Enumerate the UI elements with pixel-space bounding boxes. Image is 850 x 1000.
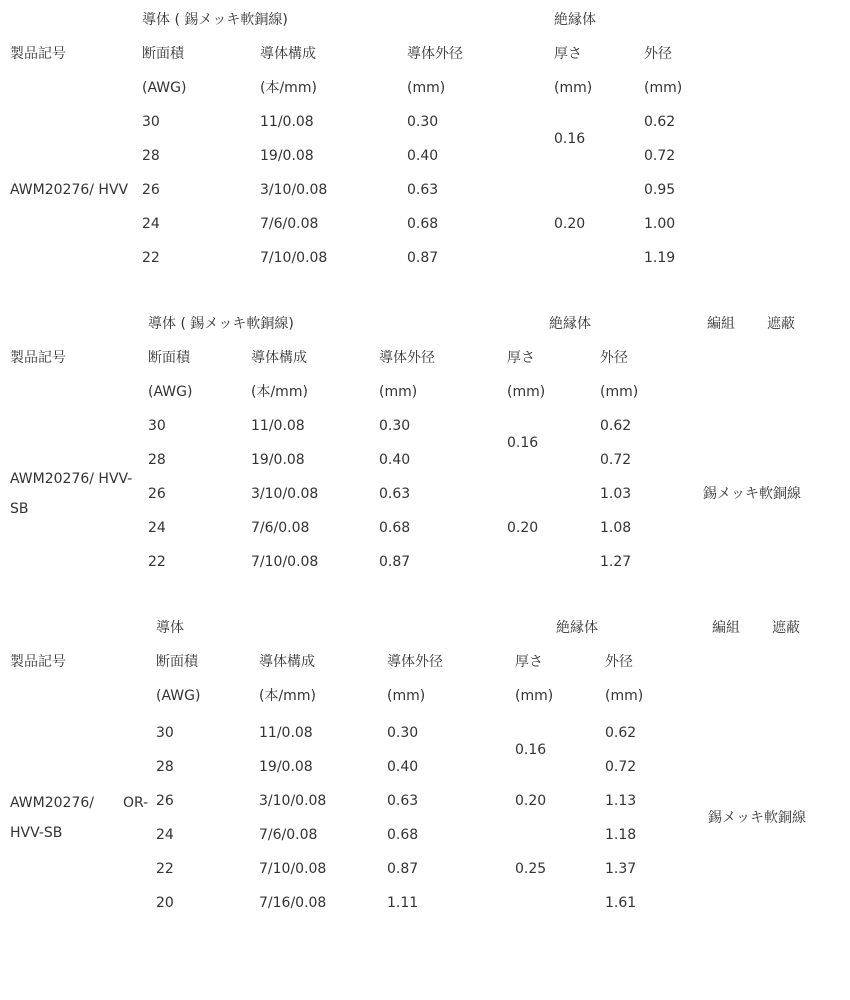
cell-ins-outer: 1.27 xyxy=(600,554,632,570)
cell-ins-outer: 1.18 xyxy=(605,827,637,843)
cell-composition: 3/10/0.08 xyxy=(251,486,319,502)
outer-dia-unit: (mm) xyxy=(387,688,426,704)
cell-ins-outer: 1.61 xyxy=(605,895,637,911)
cell-awg: 30 xyxy=(142,114,160,130)
cell-awg: 20 xyxy=(156,895,174,911)
cell-composition: 7/16/0.08 xyxy=(259,895,327,911)
cell-composition: 7/10/0.08 xyxy=(260,250,328,266)
cell-thickness: 0.16 xyxy=(507,435,539,451)
product-label: 製品記号 xyxy=(10,654,66,670)
cell-awg: 24 xyxy=(148,520,166,536)
conductor-header: 導体 ( 錫メッキ軟銅線) xyxy=(148,316,294,332)
braid-header: 編組 xyxy=(707,316,735,332)
cell-ins-outer: 0.72 xyxy=(605,759,637,775)
thickness-unit: (mm) xyxy=(507,384,546,400)
cell-awg: 26 xyxy=(156,793,174,809)
product-label: 製品記号 xyxy=(10,46,66,62)
cell-composition: 7/6/0.08 xyxy=(260,216,319,232)
cell-outer-dia: 0.87 xyxy=(379,554,411,570)
cell-awg: 24 xyxy=(142,216,160,232)
cell-awg: 30 xyxy=(148,418,166,434)
cell-outer-dia: 0.30 xyxy=(379,418,411,434)
cell-outer-dia: 0.87 xyxy=(407,250,439,266)
shield-header: 遮蔽 xyxy=(767,316,795,332)
ins-outer-unit: (mm) xyxy=(644,80,683,96)
cell-awg: 28 xyxy=(148,452,166,468)
cell-thickness: 0.25 xyxy=(515,861,547,877)
thickness-unit: (mm) xyxy=(515,688,554,704)
cell-composition: 11/0.08 xyxy=(260,114,314,130)
thickness-label: 厚さ xyxy=(515,654,543,670)
composition-unit: (本/mm) xyxy=(260,80,317,96)
cell-ins-outer: 0.62 xyxy=(600,418,632,434)
cell-composition: 3/10/0.08 xyxy=(259,793,327,809)
awg-unit: (AWG) xyxy=(156,688,201,704)
ins-outer-unit: (mm) xyxy=(600,384,639,400)
outer-dia-unit: (mm) xyxy=(379,384,418,400)
cell-outer-dia: 0.68 xyxy=(387,827,419,843)
cell-outer-dia: 0.40 xyxy=(379,452,411,468)
cell-outer-dia: 0.63 xyxy=(407,182,439,198)
cell-awg: 26 xyxy=(148,486,166,502)
shield-header: 遮蔽 xyxy=(772,620,800,636)
cell-composition: 11/0.08 xyxy=(259,725,313,741)
cell-awg: 22 xyxy=(148,554,166,570)
cell-outer-dia: 0.40 xyxy=(387,759,419,775)
cell-awg: 30 xyxy=(156,725,174,741)
area-label: 断面積 xyxy=(142,46,184,62)
braid-header: 編組 xyxy=(712,620,740,636)
ins-outer-label: 外径 xyxy=(644,46,672,62)
outer-dia-label: 導体外径 xyxy=(379,350,435,366)
composition-label: 導体構成 xyxy=(260,46,316,62)
cell-thickness: 0.20 xyxy=(515,793,547,809)
cell-outer-dia: 0.68 xyxy=(379,520,411,536)
cell-thickness: 0.20 xyxy=(554,216,586,232)
cell-ins-outer: 1.03 xyxy=(600,486,632,502)
cell-ins-outer: 0.62 xyxy=(605,725,637,741)
cell-composition: 3/10/0.08 xyxy=(260,182,328,198)
shield-value: 錫メッキ軟銅線 xyxy=(708,810,806,826)
ins-outer-label: 外径 xyxy=(600,350,628,366)
cell-outer-dia: 0.87 xyxy=(387,861,419,877)
cell-outer-dia: 0.68 xyxy=(407,216,439,232)
cell-ins-outer: 1.08 xyxy=(600,520,632,536)
cell-composition: 7/6/0.08 xyxy=(251,520,310,536)
thickness-label: 厚さ xyxy=(554,46,582,62)
area-label: 断面積 xyxy=(148,350,190,366)
conductor-header: 導体 xyxy=(156,620,184,636)
cell-ins-outer: 0.72 xyxy=(600,452,632,468)
insulator-header: 絶縁体 xyxy=(549,316,591,332)
cell-awg: 22 xyxy=(142,250,160,266)
ins-outer-unit: (mm) xyxy=(605,688,644,704)
cell-ins-outer: 1.37 xyxy=(605,861,637,877)
cell-ins-outer: 0.95 xyxy=(644,182,676,198)
cell-thickness: 0.16 xyxy=(515,742,547,758)
cell-thickness: 0.16 xyxy=(554,131,586,147)
outer-dia-label: 導体外径 xyxy=(387,654,443,670)
cell-outer-dia: 0.40 xyxy=(407,148,439,164)
insulator-header: 絶縁体 xyxy=(554,12,596,28)
composition-unit: (本/mm) xyxy=(251,384,308,400)
cell-outer-dia: 0.63 xyxy=(379,486,411,502)
outer-dia-unit: (mm) xyxy=(407,80,446,96)
cell-composition: 7/10/0.08 xyxy=(259,861,327,877)
cell-composition: 19/0.08 xyxy=(251,452,305,468)
cell-composition: 19/0.08 xyxy=(260,148,314,164)
product-code: AWM20276/ HVV xyxy=(10,182,129,198)
cell-outer-dia: 0.30 xyxy=(407,114,439,130)
composition-label: 導体構成 xyxy=(259,654,315,670)
cell-awg: 28 xyxy=(156,759,174,775)
cell-outer-dia: 0.63 xyxy=(387,793,419,809)
product-label: 製品記号 xyxy=(10,350,66,366)
cell-composition: 19/0.08 xyxy=(259,759,313,775)
cell-outer-dia: 0.30 xyxy=(387,725,419,741)
ins-outer-label: 外径 xyxy=(605,654,633,670)
composition-unit: (本/mm) xyxy=(259,688,316,704)
product-code-line-1: AWM20276/ xyxy=(10,795,94,811)
thickness-label: 厚さ xyxy=(507,350,535,366)
cell-composition: 11/0.08 xyxy=(251,418,305,434)
product-code-suffix: OR- xyxy=(123,795,149,811)
awg-unit: (AWG) xyxy=(142,80,187,96)
composition-label: 導体構成 xyxy=(251,350,307,366)
cell-ins-outer: 0.62 xyxy=(644,114,676,130)
thickness-unit: (mm) xyxy=(554,80,593,96)
outer-dia-label: 導体外径 xyxy=(407,46,463,62)
cell-ins-outer: 1.00 xyxy=(644,216,676,232)
product-code: AWM20276/ HVV-SB xyxy=(10,471,133,517)
cell-outer-dia: 1.11 xyxy=(387,895,419,911)
cell-ins-outer: 1.19 xyxy=(644,250,676,266)
cell-thickness: 0.20 xyxy=(507,520,539,536)
conductor-header: 導体 ( 錫メッキ軟銅線) xyxy=(142,12,288,28)
cell-ins-outer: 0.72 xyxy=(644,148,676,164)
cell-awg: 24 xyxy=(156,827,174,843)
shield-value: 錫メッキ軟銅線 xyxy=(703,486,801,502)
awg-unit: (AWG) xyxy=(148,384,193,400)
cell-awg: 26 xyxy=(142,182,160,198)
cell-composition: 7/6/0.08 xyxy=(259,827,318,843)
product-code-line-2: HVV-SB xyxy=(10,825,63,841)
area-label: 断面積 xyxy=(156,654,198,670)
insulator-header: 絶縁体 xyxy=(556,620,598,636)
cell-awg: 28 xyxy=(142,148,160,164)
cell-ins-outer: 1.13 xyxy=(605,793,637,809)
cell-awg: 22 xyxy=(156,861,174,877)
cell-composition: 7/10/0.08 xyxy=(251,554,319,570)
